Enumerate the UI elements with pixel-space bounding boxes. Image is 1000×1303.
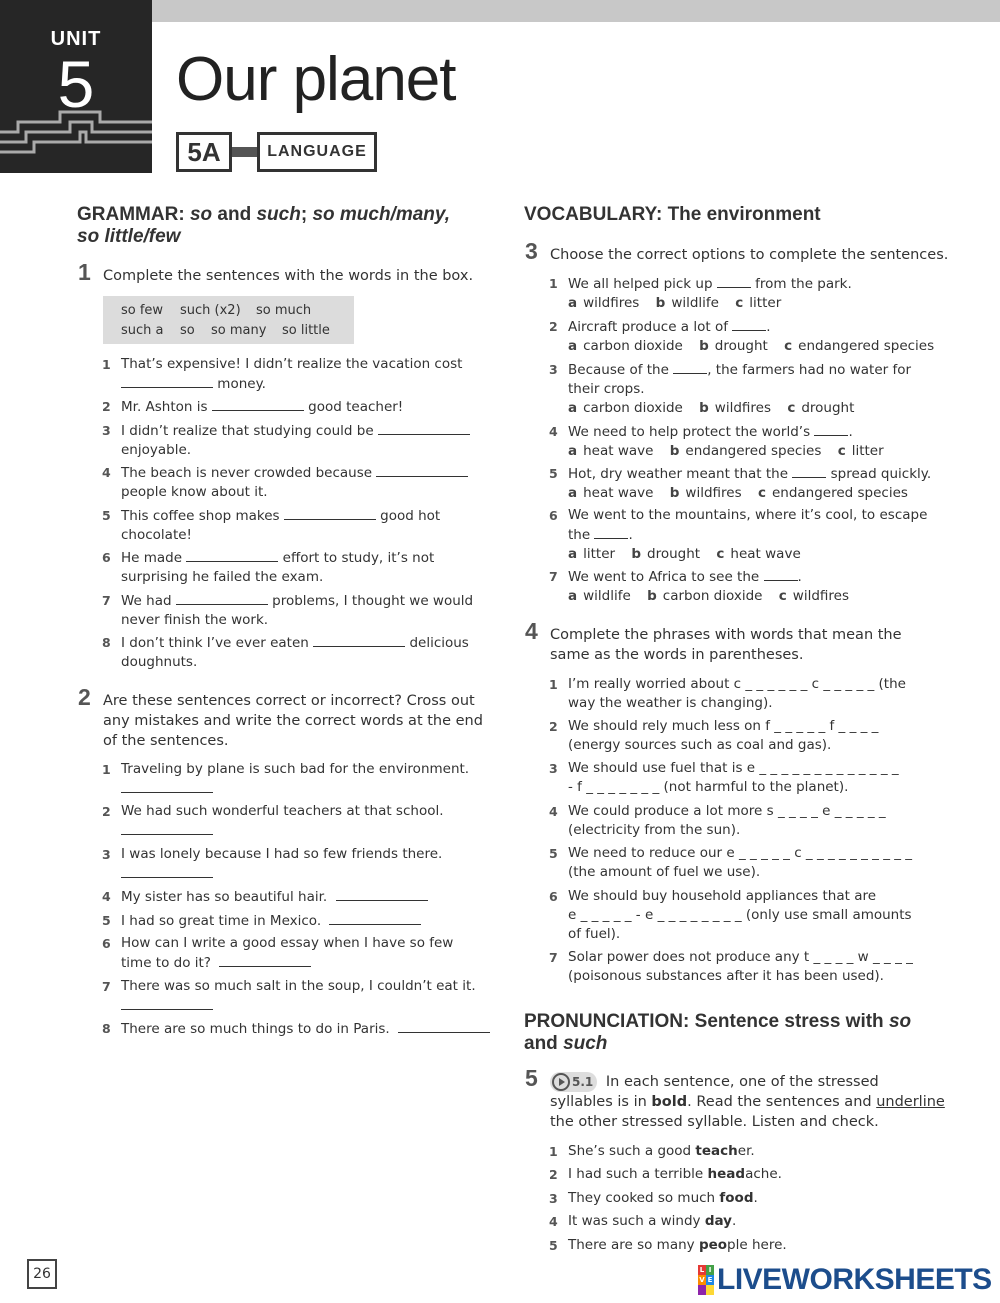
item-text: time to do it? — [121, 955, 211, 971]
pronunciation-heading-label: PRONUNCIATION: — [524, 1011, 690, 1032]
answer-blank[interactable] — [378, 421, 470, 435]
item-number: 7 — [102, 979, 111, 994]
item-text: Solar power does not produce any t _ _ _ _ w _ _ _ _ — [568, 949, 913, 965]
list-item — [102, 397, 481, 417]
box-word: so little — [282, 323, 330, 338]
instruction-bold-word: bold — [651, 1094, 688, 1110]
option[interactable]: wildfires — [583, 295, 640, 311]
liveworksheets-logo[interactable] — [698, 1263, 992, 1297]
grammar-heading-line2: so little/few — [77, 226, 181, 247]
list-item — [549, 1212, 968, 1231]
list-item — [102, 845, 491, 884]
item-text: from the park. — [755, 276, 852, 292]
stair-pattern-icon — [0, 110, 152, 173]
exercise-4-instruction — [525, 618, 970, 665]
item-text: of fuel). — [568, 926, 621, 942]
option[interactable]: wildlife — [583, 588, 631, 604]
item-number: 6 — [102, 550, 111, 565]
list-item — [549, 1165, 968, 1184]
item-text: I’m really worried about c _ _ _ _ _ _ c _ _ _ _ _ (the — [568, 676, 906, 692]
option[interactable]: endangered species — [798, 338, 935, 354]
answer-blank[interactable] — [329, 911, 421, 925]
answer-blank[interactable] — [398, 1019, 490, 1033]
item-text: I didn’t realize that studying could be — [121, 423, 374, 439]
option[interactable]: litter — [851, 443, 884, 459]
options: a carbon dioxide b wildfires c drought — [568, 400, 855, 416]
exercise-number: 5 — [525, 1065, 538, 1091]
item-number: 3 — [102, 847, 111, 862]
options: a litter b drought c heat wave — [568, 546, 801, 562]
item-number: 6 — [549, 508, 558, 523]
exercise-number: 1 — [78, 259, 91, 285]
answer-blank[interactable] — [732, 317, 766, 331]
answer-blank[interactable] — [121, 996, 213, 1010]
item-text: There was so much salt in the soup, I couldn’t eat it. — [121, 978, 476, 994]
list-item — [549, 360, 968, 418]
option[interactable]: wildfires — [714, 400, 772, 416]
answer-blank[interactable] — [764, 567, 798, 581]
item-text: My sister has so beautiful hair. — [121, 889, 328, 905]
item-text: . — [628, 527, 633, 543]
instruction-text: In each sentence, one of the stressed — [605, 1074, 879, 1090]
list-item — [102, 548, 481, 587]
play-icon — [552, 1073, 570, 1091]
item-number: 2 — [102, 804, 111, 819]
item-text: problems, I thought we would — [272, 593, 474, 609]
item-text: We need to help protect the world’s — [568, 424, 811, 440]
item-number: 3 — [102, 423, 111, 438]
page-number: 26 — [27, 1259, 57, 1289]
list-item — [549, 1189, 968, 1208]
stressed-syllable: head — [707, 1166, 746, 1182]
list-item — [549, 948, 978, 986]
item-text: We could produce a lot more s _ _ _ _ e _ _ _ _ _ — [568, 803, 886, 819]
option[interactable]: drought — [647, 546, 701, 562]
answer-blank[interactable] — [121, 374, 213, 388]
option[interactable]: carbon dioxide — [583, 338, 683, 354]
item-text: er. — [737, 1143, 755, 1159]
item-text: We need to reduce our e _ _ _ _ _ c _ _ _ _ _ _ _ _ _ _ — [568, 845, 913, 861]
item-text: I had so great time in Mexico. — [121, 913, 322, 929]
section-name: LANGUAGE — [257, 132, 377, 172]
options: a carbon dioxide b drought c endangered species — [568, 338, 935, 354]
options: a wildfires b wildlife c litter — [568, 295, 782, 311]
item-text: never finish the work. — [121, 612, 269, 628]
answer-blank[interactable] — [336, 887, 428, 901]
item-text: the — [568, 527, 591, 543]
list-item — [549, 675, 978, 713]
item-number: 3 — [549, 761, 558, 776]
list-item — [102, 421, 481, 460]
stressed-syllable: food — [719, 1190, 754, 1206]
item-text: enjoyable. — [121, 442, 192, 458]
item-number: 2 — [549, 719, 558, 734]
item-text: ache. — [745, 1166, 782, 1182]
vocabulary-heading — [524, 204, 821, 226]
item-number: 6 — [549, 889, 558, 904]
unit-number: 5 — [57, 47, 95, 121]
item-text: . — [766, 319, 771, 335]
answer-blank[interactable] — [219, 953, 311, 967]
item-text: Hot, dry weather meant that the — [568, 466, 789, 482]
instruction-text: the other stressed syllable. Listen and check. — [550, 1114, 879, 1130]
item-text: (the amount of fuel we use). — [568, 864, 761, 880]
vocabulary-heading-label: VOCABULARY: — [524, 204, 663, 225]
list-item — [102, 591, 491, 630]
item-text: There are so much things to do in Paris. — [121, 1021, 390, 1037]
option[interactable]: wildlife — [671, 295, 719, 311]
item-number: 4 — [549, 1214, 558, 1229]
item-text: Mr. Ashton is — [121, 399, 208, 415]
item-number: 1 — [102, 357, 111, 372]
item-number: 5 — [549, 466, 558, 481]
grammar-heading-topic: so — [189, 204, 213, 225]
stressed-syllable: peo — [698, 1237, 728, 1253]
pronunciation-heading-so: so — [888, 1011, 912, 1032]
item-text: Aircraft produce a lot of — [568, 319, 728, 335]
option[interactable]: carbon dioxide — [662, 588, 763, 604]
list-item — [549, 274, 968, 313]
pronunciation-heading-topic: Sentence stress with — [694, 1011, 884, 1032]
instruction-underline-word: underline — [876, 1094, 945, 1110]
option[interactable]: wildfires — [792, 588, 849, 604]
pronunciation-heading-and: and — [524, 1033, 558, 1054]
top-bar — [152, 0, 1000, 22]
item-text: I had such a terrible — [568, 1166, 708, 1182]
list-item — [549, 567, 968, 606]
answer-blank[interactable] — [176, 591, 268, 605]
item-text: The beach is never crowded because — [121, 465, 373, 481]
item-text: We should use fuel that is e _ _ _ _ _ _ _ _ _ _ _ _ _ — [568, 760, 899, 776]
list-item — [102, 911, 491, 931]
item-text: That’s expensive! I didn’t realize the vacation cost — [121, 356, 463, 372]
audio-track-label: 5.1 — [572, 1075, 594, 1089]
stressed-syllable: day — [704, 1213, 732, 1229]
logo-mark-icon: L I V E — [698, 1265, 714, 1295]
item-text: - f _ _ _ _ _ _ _ (not harmful to the planet). — [568, 779, 849, 795]
exercise-2-instruction — [78, 684, 483, 751]
answer-blank[interactable] — [186, 548, 278, 562]
item-number: 1 — [549, 1144, 558, 1159]
item-number: 5 — [549, 846, 558, 861]
word-box — [103, 296, 354, 344]
answer-blank[interactable] — [121, 821, 213, 835]
answer-blank[interactable] — [212, 397, 304, 411]
item-number: 3 — [549, 1191, 558, 1206]
item-text: spread quickly. — [830, 466, 932, 482]
item-text: chocolate! — [121, 527, 192, 543]
item-text: There are so many — [568, 1237, 699, 1253]
item-text: , the farmers had no water for — [707, 362, 912, 378]
item-number: 1 — [102, 762, 111, 777]
exercise-1-instruction — [78, 259, 483, 286]
item-text: e _ _ _ _ _ - e _ _ _ _ _ _ _ _ (only use small amounts — [568, 907, 912, 923]
option[interactable]: litter — [583, 546, 616, 562]
list-item — [102, 760, 491, 799]
item-text: She’s such a good — [568, 1143, 696, 1159]
item-number: 1 — [549, 276, 558, 291]
grammar-heading: GRAMMAR: so and such; so much/many, so little/few — [77, 204, 451, 247]
item-text: . — [732, 1213, 737, 1229]
answer-blank[interactable] — [284, 506, 376, 520]
instruction-text: . Read the sentences and — [687, 1094, 872, 1110]
item-text: (electricity from the sun). — [568, 822, 741, 838]
instruction-text: any mistakes and write the correct words at the end — [103, 713, 483, 729]
item-number: 4 — [549, 804, 558, 819]
option[interactable]: heat wave — [583, 443, 654, 459]
option[interactable]: drought — [801, 400, 855, 416]
pronunciation-heading — [524, 1011, 911, 1055]
item-number: 2 — [549, 319, 558, 334]
list-item — [549, 759, 978, 797]
box-word: such a — [121, 323, 164, 338]
list-item — [549, 464, 968, 503]
item-number: 3 — [549, 362, 558, 377]
list-item — [549, 844, 978, 882]
item-text: We went to the mountains, where it’s cool, to escape — [568, 507, 928, 523]
item-number: 4 — [102, 889, 111, 904]
item-number: 4 — [549, 424, 558, 439]
option[interactable]: heat wave — [730, 546, 801, 562]
list-item — [549, 802, 978, 840]
item-text: surprising he failed the exam. — [121, 569, 324, 585]
list-item — [102, 802, 491, 841]
option[interactable]: litter — [749, 295, 782, 311]
answer-blank[interactable] — [313, 633, 405, 647]
item-text: We should buy household appliances that are — [568, 888, 877, 904]
item-text: (poisonous substances after it has been used). — [568, 968, 884, 984]
list-item — [102, 633, 481, 672]
section-code: 5A — [176, 132, 232, 172]
box-word: so many — [211, 323, 267, 338]
item-text: Because of the — [568, 362, 669, 378]
item-text: It was such a windy — [568, 1213, 705, 1229]
list-item — [549, 1236, 968, 1255]
item-number: 1 — [549, 677, 558, 692]
item-text: way the weather is changing). — [568, 695, 773, 711]
vocabulary-heading-topic: The environment — [667, 204, 821, 225]
item-number: 7 — [549, 569, 558, 584]
item-number: 5 — [102, 508, 111, 523]
item-number: 2 — [102, 399, 111, 414]
list-item — [102, 934, 491, 973]
option[interactable]: endangered species — [685, 443, 822, 459]
option[interactable]: endangered species — [771, 485, 908, 501]
list-item — [102, 355, 481, 394]
instruction-text: same as the words in parentheses. — [550, 647, 804, 663]
instruction-text: Complete the phrases with words that mean the — [550, 627, 902, 643]
exercise-number: 4 — [525, 618, 538, 644]
item-text: people know about it. — [121, 484, 268, 500]
exercise-5-instruction — [525, 1065, 970, 1132]
item-text: . — [848, 424, 853, 440]
list-item — [549, 422, 968, 461]
list-item — [102, 977, 491, 1016]
pronunciation-heading-such: such — [563, 1033, 608, 1054]
item-text: We had such wonderful teachers at that school. — [121, 803, 444, 819]
list-item — [549, 1142, 968, 1161]
item-text: their crops. — [568, 381, 645, 397]
answer-blank[interactable] — [814, 422, 848, 436]
item-text: good teacher! — [308, 399, 404, 415]
list-item — [102, 463, 481, 502]
box-word: so — [180, 323, 195, 338]
option[interactable]: wildfires — [685, 485, 742, 501]
options: a heat wave b endangered species c litter — [568, 443, 884, 459]
item-text: We should rely much less on f _ _ _ _ _ f _ _ _ _ — [568, 718, 879, 734]
list-item — [102, 506, 481, 545]
item-number: 7 — [549, 950, 558, 965]
item-number: 8 — [102, 635, 111, 650]
answer-blank[interactable] — [121, 779, 213, 793]
options: a wildlife b carbon dioxide c wildfires — [568, 588, 849, 604]
list-item — [549, 506, 968, 564]
grammar-heading-label: GRAMMAR: — [77, 204, 185, 225]
instruction-text: Choose the correct options to complete the sentences. — [550, 247, 949, 263]
instruction-text: Are these sentences correct or incorrect? Cross out — [103, 693, 475, 709]
item-number: 2 — [549, 1167, 558, 1182]
grammar-heading-topic3: so much/many, — [312, 204, 451, 225]
item-number: 5 — [102, 913, 111, 928]
item-text: We all helped pick up — [568, 276, 713, 292]
item-text: effort to study, it’s not — [282, 550, 435, 566]
item-text: He made — [121, 550, 183, 566]
item-text: delicious — [409, 635, 469, 651]
list-item — [102, 1019, 491, 1039]
item-number: 6 — [102, 936, 111, 951]
box-word: so few — [121, 303, 164, 318]
instruction-text: syllables is in — [550, 1094, 647, 1110]
item-text: This coffee shop makes — [121, 508, 280, 524]
item-text: Traveling by plane is such bad for the environment. — [121, 761, 470, 777]
list-item — [549, 717, 978, 755]
box-word: so much — [256, 303, 312, 318]
list-item — [102, 887, 491, 907]
item-number: 7 — [102, 593, 111, 608]
grammar-heading-topic2: such — [256, 204, 301, 225]
list-item — [549, 317, 968, 356]
list-item — [549, 887, 978, 944]
item-text: We went to Africa to see the — [568, 569, 760, 585]
option[interactable]: carbon dioxide — [583, 400, 683, 416]
answer-blank[interactable] — [121, 864, 213, 878]
audio-track-button[interactable] — [550, 1072, 597, 1092]
exercise-number: 2 — [78, 684, 91, 710]
answer-blank[interactable] — [376, 463, 468, 477]
answer-blank[interactable] — [594, 525, 628, 539]
exercise-number: 3 — [525, 238, 538, 264]
item-text: . — [797, 569, 802, 585]
option[interactable]: drought — [714, 338, 768, 354]
item-number: 8 — [102, 1021, 111, 1036]
instruction-text: Complete the sentences with the words in the box. — [103, 268, 474, 284]
item-text: ple here. — [727, 1237, 787, 1253]
item-text: good hot — [380, 508, 441, 524]
unit-label: UNIT — [50, 28, 102, 50]
exercise-3-instruction — [525, 238, 970, 265]
item-number: 5 — [549, 1238, 558, 1253]
options: a heat wave b wildfires c endangered species — [568, 485, 908, 501]
item-text: doughnuts. — [121, 654, 198, 670]
item-number: 4 — [102, 465, 111, 480]
badge-connector — [232, 147, 257, 157]
item-text: We had — [121, 593, 172, 609]
option[interactable]: heat wave — [583, 485, 654, 501]
item-text: (energy sources such as coal and gas). — [568, 737, 832, 753]
answer-blank[interactable] — [717, 274, 751, 288]
item-text: How can I write a good essay when I have so few — [121, 935, 454, 951]
logo-text: LIVEWORKSHEETS — [717, 1263, 992, 1296]
item-text: . — [753, 1190, 758, 1206]
page-title: Our planet — [176, 45, 456, 114]
item-text: money. — [217, 376, 266, 392]
instruction-text: of the sentences. — [103, 733, 229, 749]
item-text: I don’t think I’ve ever eaten — [121, 635, 309, 651]
stressed-syllable: teach — [695, 1143, 738, 1159]
box-word: such (x2) — [180, 303, 241, 318]
item-text: They cooked so much — [568, 1190, 720, 1206]
unit-badge — [0, 0, 152, 173]
section-badge — [176, 132, 377, 172]
item-text: I was lonely because I had so few friends there. — [121, 846, 443, 862]
answer-blank[interactable] — [673, 360, 707, 374]
answer-blank[interactable] — [792, 464, 826, 478]
